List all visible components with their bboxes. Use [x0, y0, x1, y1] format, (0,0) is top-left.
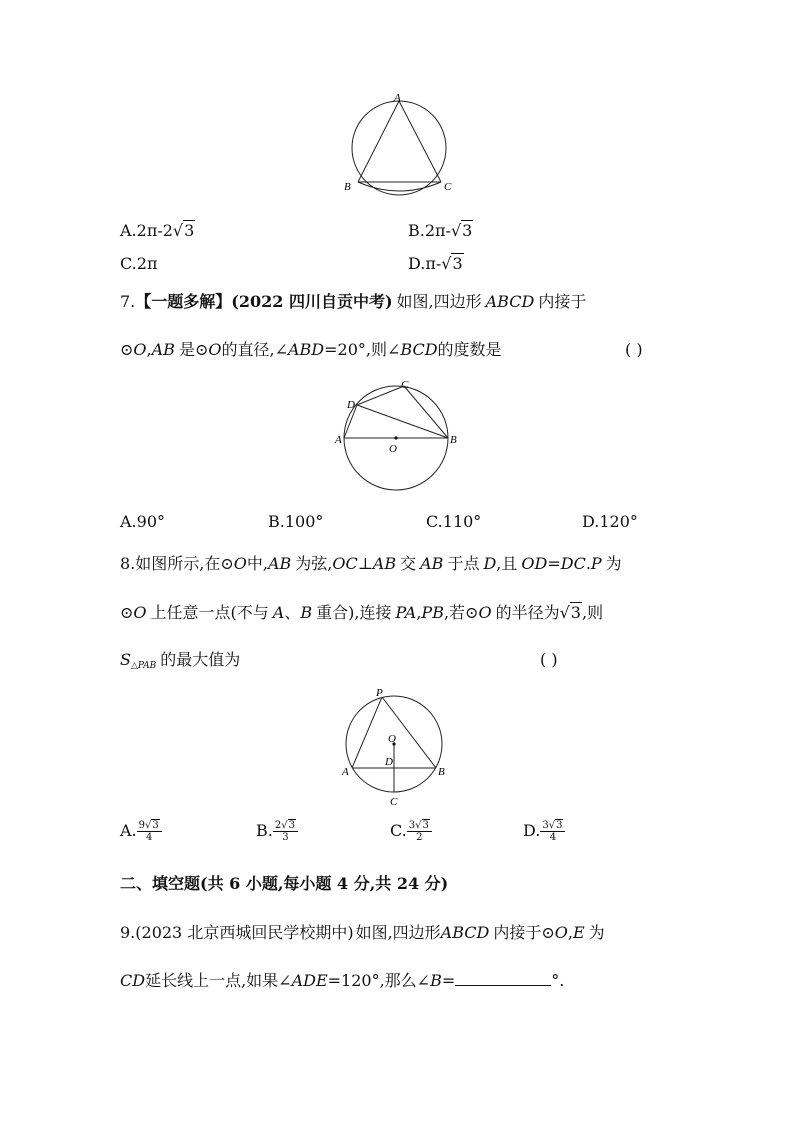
- q8-label-d: D: [385, 756, 393, 768]
- q8-line-3: S△PAB 的最大值为: [120, 650, 241, 671]
- q8-line-2: ⊙O 上任意一点(不与 A、B 重合),连接 PA,PB,若⊙O 的半径为√3,则: [120, 603, 604, 622]
- q8-answer-paren[interactable]: ( ): [540, 650, 558, 669]
- q7-option-c[interactable]: C.110°: [426, 512, 482, 531]
- q9-line-1: 9.(2023 北京西城回民学校期中) 如图,四边形ABCD 内接于⊙O,E 为: [120, 923, 605, 942]
- q6-figure: [330, 90, 470, 202]
- q6-label-a: A: [394, 92, 401, 104]
- q6-option-d[interactable]: D.π-√3: [408, 254, 463, 273]
- q7-figure: [330, 376, 470, 494]
- q7-label-a: A: [335, 434, 342, 446]
- q7-line-1: 7.【一题多解】(2022 四川自贡中考) 如图,四边形 ABCD 内接于: [120, 292, 587, 311]
- q8-label-a: A: [342, 766, 349, 778]
- q9-line-2: CD延长线上一点,如果∠ADE=120°,那么∠B= °.: [120, 971, 565, 990]
- q6-option-b[interactable]: B.2π-√3: [408, 221, 473, 240]
- q8-label-b: B: [438, 766, 445, 778]
- q7-answer-paren[interactable]: ( ): [625, 340, 643, 359]
- q8-option-d[interactable]: D. $\frac{3√3}{4}$: [523, 820, 565, 843]
- q6-arc-bc: [358, 182, 441, 191]
- q6-side-ac: [399, 101, 441, 182]
- q6-label-c: C: [444, 181, 452, 193]
- q8-label-o: O: [388, 733, 396, 745]
- q8-label-p: P: [376, 687, 383, 699]
- q8-label-c: C: [390, 796, 398, 808]
- q7-option-d[interactable]: D.120°: [582, 512, 638, 531]
- q7-label-b: B: [450, 434, 457, 446]
- q8-line-1: 8.如图所示,在⊙O中,AB 为弦,OC⊥AB 交 AB 于点 D,且 OD=DC.P 为: [120, 554, 622, 573]
- q7-label-c: C: [401, 379, 409, 391]
- q6-side-ab: [358, 101, 399, 182]
- q6-option-a[interactable]: A.2π-2√3: [120, 221, 195, 240]
- q7-label-d: D: [347, 399, 355, 411]
- q6-option-c[interactable]: C.2π: [120, 254, 158, 273]
- q7-center-dot: [394, 436, 397, 439]
- q8-option-c[interactable]: C. $\frac{3√3}{2}$: [390, 820, 432, 843]
- q9-answer-blank[interactable]: [455, 971, 551, 986]
- section-2-heading: 二、填空题(共 6 小题,每小题 4 分,共 24 分): [120, 874, 449, 893]
- q7-label-o: O: [389, 443, 397, 455]
- q8-option-b[interactable]: B. $\frac{2√3}{3}$: [256, 820, 298, 843]
- q7-line-2: ⊙O,AB 是⊙O的直径,∠ABD=20°,则∠BCD的度数是: [120, 340, 502, 359]
- q7-option-b[interactable]: B.100°: [268, 512, 324, 531]
- q6-circle: [352, 101, 446, 195]
- q8-segment-pa: [352, 697, 382, 768]
- q8-option-a[interactable]: A. $\frac{9√3}{4}$: [120, 820, 162, 843]
- q6-label-b: B: [344, 181, 351, 193]
- q7-option-a[interactable]: A.90°: [120, 512, 165, 531]
- q8-figure: [334, 686, 464, 808]
